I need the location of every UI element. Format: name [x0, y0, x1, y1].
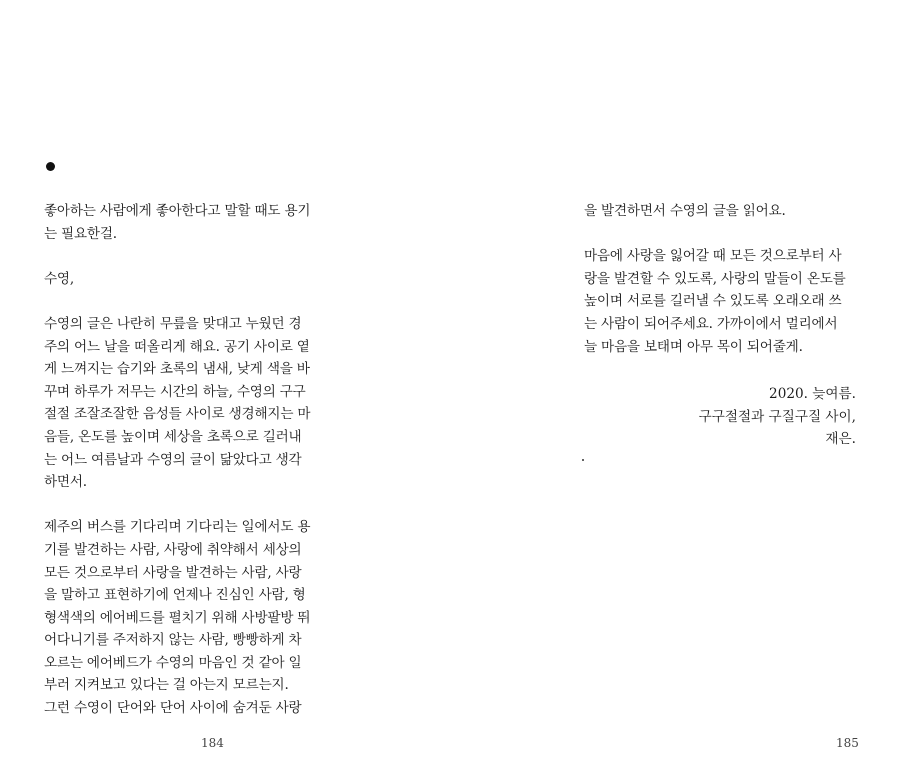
signature-date: 2020. 늦여름.	[769, 386, 856, 402]
left-page-body	[44, 200, 310, 720]
text-line: 을 발견하면서 수영의 글을 읽어요.	[584, 203, 786, 219]
text-line: 랑을 발견할 수 있도록, 사랑의 말들이 온도를	[584, 270, 846, 287]
text-line: 주의 어느 날을 떠올리게 해요. 공기 사이로 옅	[44, 338, 310, 355]
page-number-right: 185	[836, 736, 859, 750]
text-line: 늘 마음을 보태며 아무 목이 되어줄게.	[584, 338, 803, 355]
bullet-dot	[46, 162, 55, 171]
text-line: 꾸며 하루가 저무는 시간의 하늘, 수영의 구구	[44, 383, 306, 400]
text-line: 게 느껴지는 습기와 초록의 냄새, 낮게 색을 바	[44, 361, 310, 378]
text-line: 수영의 글은 나란히 무릎을 맞대고 누웠던 경	[44, 315, 302, 332]
text-line: 는 사람이 되어주세요. 가까이에서 멀리에서	[584, 315, 838, 332]
signature-block	[699, 383, 856, 451]
text-line: 수영,	[44, 270, 74, 287]
text-line: 하면서.	[44, 474, 87, 491]
page-number-left: 184	[201, 736, 224, 750]
text-line: 을 말하고 표현하기에 언제나 진심인 사람, 형	[44, 587, 306, 604]
text-line: 부러 지켜보고 있다는 걸 아는지 모르는지.	[44, 677, 289, 694]
text-line: 는 어느 여름날과 수영의 글이 닮았다고 생각	[44, 451, 302, 468]
text-line: 오르는 에어베드가 수영의 마음인 것 같아 일	[44, 654, 302, 671]
text-line: 그런 수영이 단어와 단어 사이에 숨겨둔 사랑	[44, 700, 302, 717]
right-page-body	[584, 200, 846, 358]
text-line: 마음에 사랑을 잃어갈 때 모든 것으로부터 사	[584, 248, 842, 265]
signature-name: 재은.	[825, 431, 856, 448]
signature-line: 구구절절과 구질구질 사이,	[698, 408, 856, 425]
text-line: 모든 것으로부터 사랑을 발견하는 사람, 사랑	[44, 564, 302, 581]
text-line: 어다니기를 주저하지 않는 사람, 빵빵하게 차	[44, 632, 302, 649]
text-line: 는 필요한걸.	[44, 225, 117, 242]
text-line: 형색색의 에어베드를 펼치기 위해 사방팔방 뛰	[44, 609, 311, 626]
text-line: 제주의 버스를 기다리며 기다리는 일에서도 용	[44, 519, 311, 536]
stray-dot	[582, 459, 584, 461]
text-line: 절절 조잘조잘한 음성들 사이로 생경해지는 마	[44, 406, 311, 423]
text-line: 음들, 온도를 높이며 세상을 초록으로 길러내	[44, 428, 302, 445]
text-line: 좋아하는 사람에게 좋아한다고 말할 때도 용기	[44, 203, 311, 219]
text-line: 높이며 서로를 길러낼 수 있도록 오래오래 쓰	[584, 293, 842, 310]
text-line: 기를 발견하는 사람, 사랑에 취약해서 세상의	[44, 541, 302, 558]
